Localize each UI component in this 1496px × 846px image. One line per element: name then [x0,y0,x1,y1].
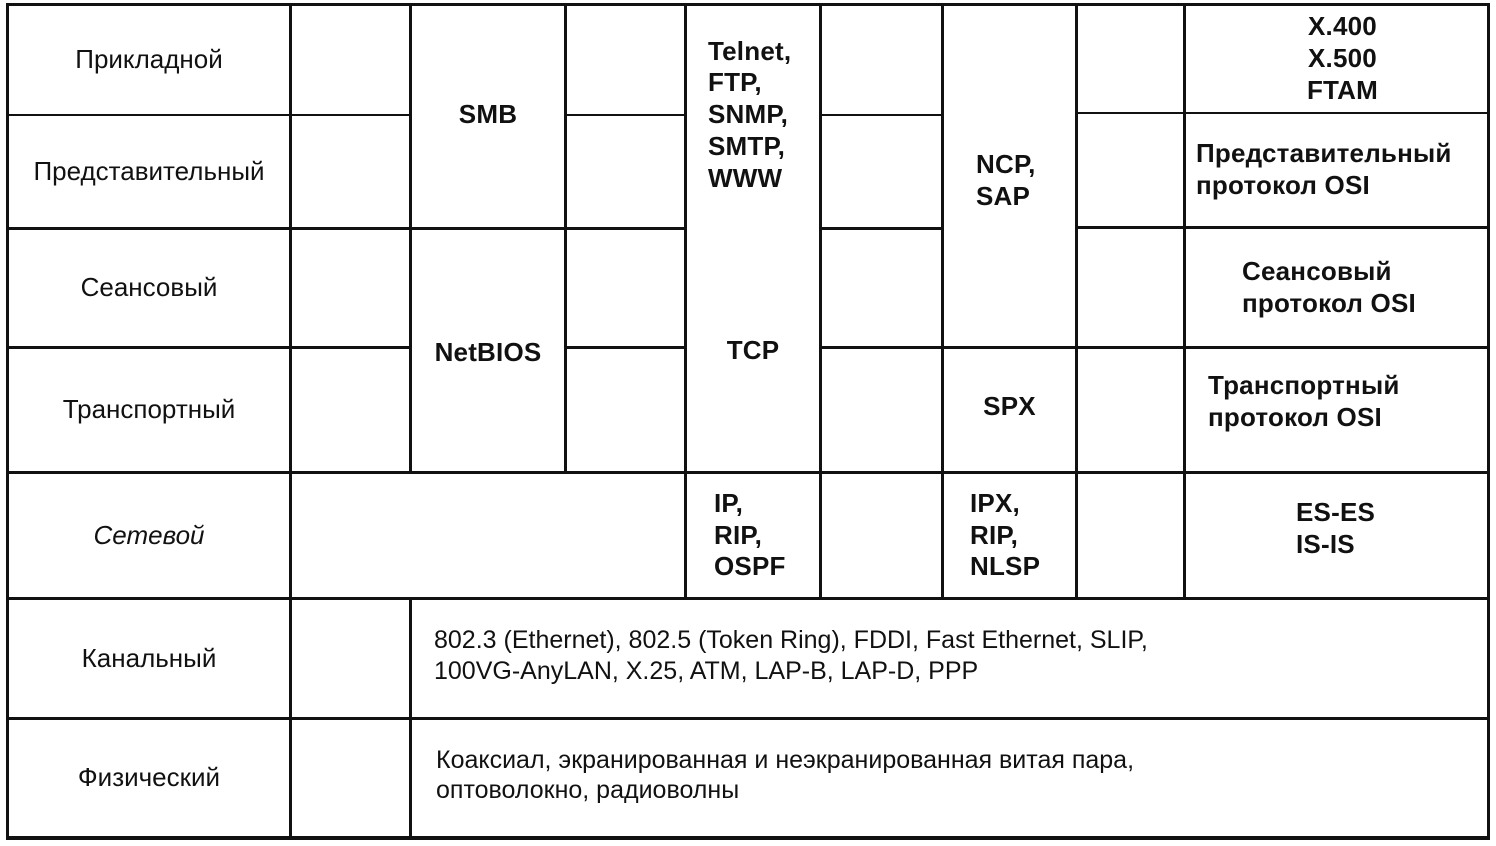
protocol-tcp: TCP [726,334,780,365]
hline [820,227,943,230]
vline [564,3,567,474]
protocol-ipx: IPX, RIP, NLSP [970,487,1041,582]
layer-network: Сетевой [93,519,205,550]
layer-application: Прикладной [75,44,223,75]
protocol-osi-presentation: Представительный протокол OSI [1196,138,1452,200]
physical-media: Коаксиал, экранированная и неэкранированная витая пара, оптоволокно, радиоволны [436,745,1135,804]
datalink-protocols: 802.3 (Ethernet), 802.5 (Token Ring), FDDI, Fast Ethernet, SLIP, 100VG-AnyLAN, X.25, ATM, LAP-B, LAP-D, PPP [434,626,1148,685]
vline [409,597,412,840]
layer-presentation: Представительный [33,155,265,186]
protocol-ip: IP, RIP, OSPF [714,487,786,582]
protocol-osi-network: ES-ES IS-IS [1296,496,1376,559]
protocol-smb: SMB [458,98,518,129]
vline [289,3,292,840]
vline [941,3,944,600]
vline [1075,3,1078,600]
protocol-osi-session: Сеансовый протокол OSI [1242,255,1416,318]
hline [820,114,943,116]
protocol-tcpip-apps: Telnet, FTP, SNMP, SMTP, WWW [708,35,792,193]
layer-datalink: Канальный [81,642,217,673]
layer-physical: Физический [77,762,221,793]
protocol-netbios: NetBIOS [434,336,542,367]
border-bottom [6,836,1490,840]
layer-transport: Транспортный [62,394,236,425]
protocol-spx: SPX [983,391,1036,422]
hline [565,346,686,349]
layer-session: Сеансовый [80,272,218,303]
vline [819,3,822,600]
protocol-osi-application: X.400 X.500 FTAM [1306,11,1379,105]
protocol-ncp-sap: NCP, SAP [976,149,1036,211]
border-right [1487,3,1490,840]
hline [565,114,686,116]
protocol-osi-transport: Транспортный протокол OSI [1208,370,1400,432]
